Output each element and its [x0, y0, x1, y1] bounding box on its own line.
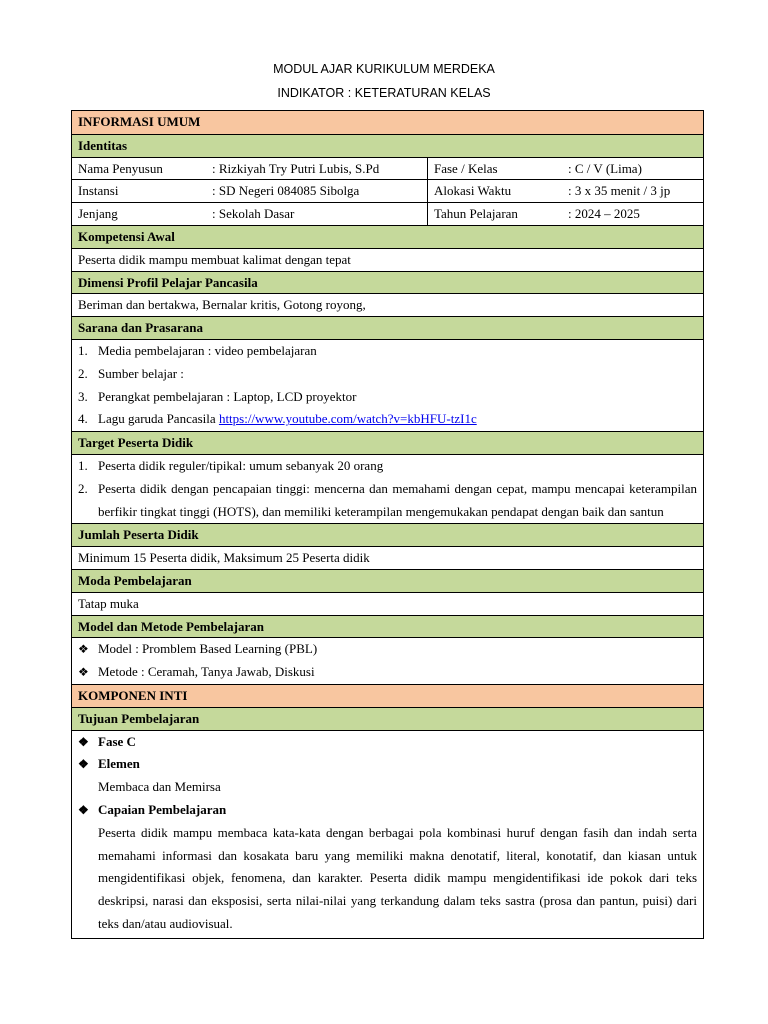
header-sarana-prasarana: Sarana dan Prasarana [72, 316, 703, 339]
list-item-text: Lagu garuda Pancasila [98, 411, 219, 427]
kompetensi-awal-text: Peserta didik mampu membuat kalimat dengan tepat [72, 248, 703, 271]
identity-row [72, 202, 703, 225]
diamond-bullet-icon: ❖ [78, 757, 89, 772]
list-item-text: Peserta didik reguler/tipikal: umum sebanyak 20 orang [98, 457, 384, 473]
identity-value: : 2024 – 2025 [568, 206, 640, 222]
identity-label: Alokasi Waktu [434, 183, 512, 199]
diamond-bullet-icon: ❖ [78, 734, 89, 749]
model-list [72, 637, 703, 684]
list-item-text: Model : Promblem Based Learning (PBL) [98, 641, 318, 657]
list-number: 2. [78, 480, 88, 496]
elemen-item [78, 753, 697, 776]
fase-item [78, 731, 697, 754]
list-number: 2. [78, 365, 88, 381]
list-item [78, 661, 697, 684]
elemen-label: Elemen [98, 756, 140, 772]
identity-row [72, 179, 703, 202]
identity-label: Jenjang [78, 206, 118, 222]
section-informasi-umum: INFORMASI UMUM [72, 111, 703, 134]
identity-label: Instansi [78, 183, 119, 199]
header-model-metode: Model dan Metode Pembelajaran [72, 615, 703, 638]
identity-value: : Rizkiyah Try Putri Lubis, S.Pd [206, 158, 428, 180]
identity-label: Nama Penyusun [78, 160, 163, 176]
module-table [71, 110, 704, 939]
document-title: MODUL AJAR KURIKULUM MERDEKA [273, 62, 495, 76]
capaian-text: Peserta didik mampu membaca kata-kata dengan berbagai pola kombinasi huruf dengan fasih dan indah serta memahami informasi dan kosakata baru yang memiliki makna denotatif, literal, konotatif, dan kiasan untuk mengidentifikasi objek, fenomena, dan karakter. Peserta didik mampu mengidentifikasi ide pokok dari teks deskripsi, narasi dan eksposisi, serta nilai-nilai yang terkandung dalam teks sastra (prosa dan pantun, puisi) dari teks dan/atau audiovisual. [98, 824, 697, 931]
list-item [78, 638, 697, 661]
list-item-text: Perangkat pembelajaran : Laptop, LCD proyektor [98, 388, 357, 404]
list-item [78, 455, 697, 478]
youtube-link[interactable]: https://www.youtube.com/watch?v=kbHFU-tzI1c [218, 411, 477, 427]
identity-label: Tahun Pelajaran [434, 206, 518, 222]
moda-text: Tatap muka [72, 592, 703, 615]
identity-value: : C / V (Lima) [568, 160, 642, 176]
sarana-list [72, 339, 703, 431]
list-item [78, 340, 697, 363]
header-jumlah-peserta: Jumlah Peserta Didik [72, 523, 703, 546]
header-target-peserta: Target Peserta Didik [72, 431, 703, 454]
diamond-bullet-icon: ❖ [78, 642, 89, 657]
document-subtitle: INDIKATOR : KETERATURAN KELAS [277, 86, 491, 100]
header-tujuan-pembelajaran: Tujuan Pembelajaran [72, 707, 703, 730]
diamond-bullet-icon: ❖ [78, 665, 89, 680]
capaian-label: Capaian Pembelajaran [98, 801, 227, 817]
diamond-bullet-icon: ❖ [78, 802, 89, 817]
header-moda-pembelajaran: Moda Pembelajaran [72, 569, 703, 592]
fase-label: Fase C [98, 733, 136, 749]
identity-row [72, 157, 703, 180]
list-item [78, 386, 697, 409]
tujuan-content [72, 730, 703, 938]
list-item [78, 363, 697, 386]
list-item-text: Media pembelajaran : video pembelajaran [98, 342, 317, 358]
list-item-text: Sumber belajar : [98, 365, 184, 381]
list-number: 4. [78, 411, 88, 427]
list-number: 1. [78, 457, 88, 473]
header-identitas: Identitas [72, 134, 703, 157]
elemen-text: Membaca dan Memirsa [98, 779, 221, 795]
header-dimensi-profil: Dimensi Profil Pelajar Pancasila [72, 271, 703, 294]
identity-value: : SD Negeri 084085 Sibolga [206, 180, 428, 202]
list-item [78, 408, 697, 431]
capaian-item [78, 799, 697, 822]
identity-value: : Sekolah Dasar [206, 203, 428, 225]
list-number: 3. [78, 388, 88, 404]
header-kompetensi-awal: Kompetensi Awal [72, 225, 703, 248]
dimensi-profil-text: Beriman dan bertakwa, Bernalar kritis, Gotong royong, [72, 293, 703, 316]
section-komponen-inti: KOMPONEN INTI [72, 684, 703, 707]
target-list [72, 454, 703, 523]
identity-value: : 3 x 35 menit / 3 jp [568, 183, 671, 199]
jumlah-peserta-text: Minimum 15 Peserta didik, Maksimum 25 Peserta didik [72, 546, 703, 569]
list-item-text: Metode : Ceramah, Tanya Jawab, Diskusi [98, 664, 315, 680]
list-number: 1. [78, 342, 88, 358]
list-item-text: Peserta didik dengan pencapaian tinggi: mencerna dan memahami dengan cepat, mampu mencapai keterampilan berfikir tingkat tinggi (HOTS), dan memiliki keterampilan mengemukakan pendapat dengan baik dan santun [98, 480, 697, 519]
list-item [78, 478, 697, 524]
identity-label: Fase / Kelas [434, 160, 498, 176]
